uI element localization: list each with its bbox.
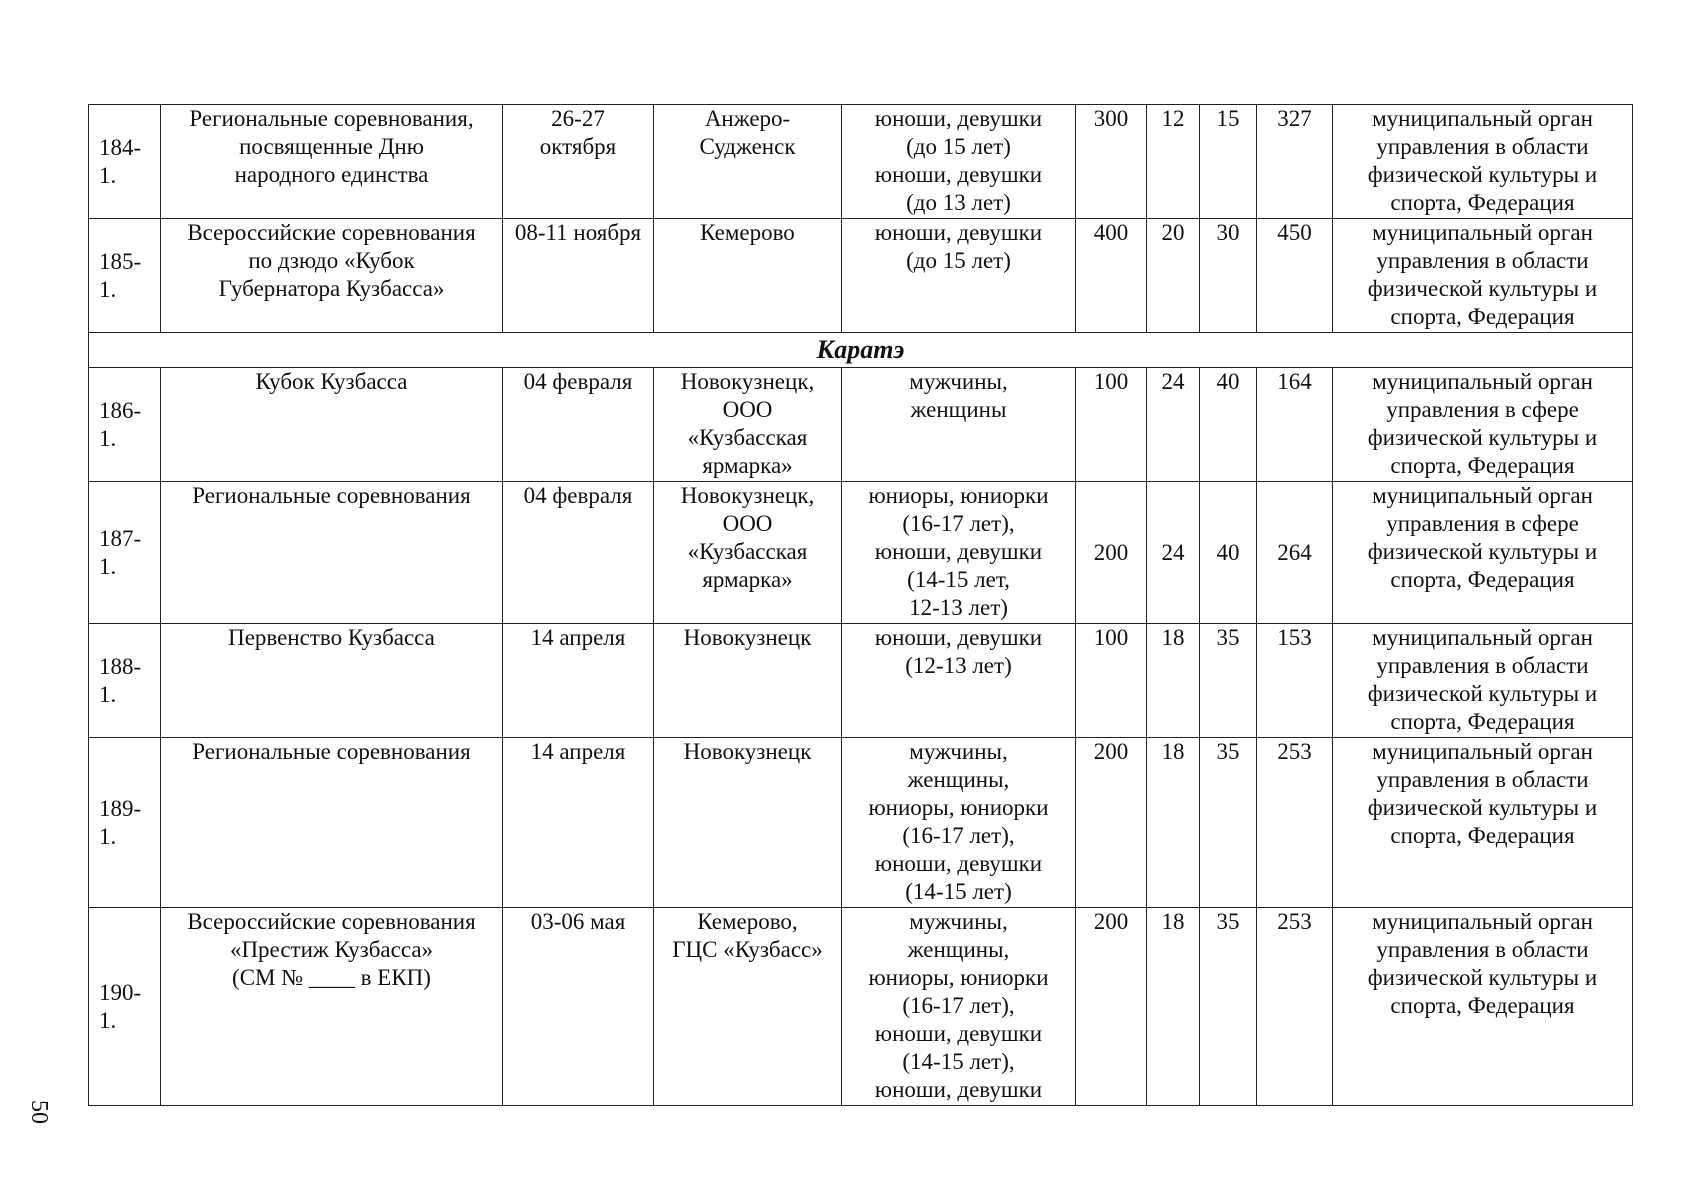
events-table (88, 104, 1633, 1106)
event-place: Новокузнецк (654, 738, 842, 908)
participants: юниоры, юниорки (16-17 лет), юноши, девушки (14-15 лет, 12-13 лет) (842, 482, 1076, 624)
count-coaches: 18 (1147, 738, 1200, 908)
count-total: 327 (1257, 105, 1333, 219)
table-row (89, 908, 1633, 1106)
count-coaches: 12 (1147, 105, 1200, 219)
participants: мужчины, женщины, юниоры, юниорки (16-17 лет), юноши, девушки (14-15 лет) (842, 738, 1076, 908)
event-name: Всероссийские соревнования «Престиж Кузбасса» (СМ № ____ в ЕКП) (161, 908, 503, 1106)
table-row (89, 368, 1633, 482)
event-place: Кемерово (654, 219, 842, 333)
row-number: 188-1. (89, 624, 161, 738)
table-row (89, 482, 1633, 624)
event-date: 08-11 ноября (503, 219, 654, 333)
event-date: 26-27 октября (503, 105, 654, 219)
organizer: муниципальный орган управления в области физической культуры и спорта, Федерация (1333, 738, 1633, 908)
event-name: Кубок Кузбасса (161, 368, 503, 482)
count-judges: 15 (1200, 105, 1257, 219)
row-number: 184-1. (89, 105, 161, 219)
participants: юноши, девушки (12-13 лет) (842, 624, 1076, 738)
count-athletes: 200 (1076, 482, 1147, 624)
event-date: 04 февраля (503, 482, 654, 624)
participants: мужчины, женщины, юниоры, юниорки (16-17 лет), юноши, девушки (14-15 лет), юноши, девушки (842, 908, 1076, 1106)
count-total: 264 (1257, 482, 1333, 624)
count-athletes: 400 (1076, 219, 1147, 333)
organizer: муниципальный орган управления в области физической культуры и спорта, Федерация (1333, 908, 1633, 1106)
table-row (89, 105, 1633, 219)
count-coaches: 18 (1147, 908, 1200, 1106)
count-judges: 40 (1200, 482, 1257, 624)
count-coaches: 24 (1147, 482, 1200, 624)
organizer: муниципальный орган управления в области физической культуры и спорта, Федерация (1333, 105, 1633, 219)
event-name: Региональные соревнования (161, 482, 503, 624)
count-judges: 40 (1200, 368, 1257, 482)
event-date: 03-06 мая (503, 908, 654, 1106)
count-athletes: 100 (1076, 624, 1147, 738)
organizer: муниципальный орган управления в сфере физической культуры и спорта, Федерация (1333, 482, 1633, 624)
count-athletes: 300 (1076, 105, 1147, 219)
count-total: 253 (1257, 908, 1333, 1106)
count-coaches: 24 (1147, 368, 1200, 482)
organizer: муниципальный орган управления в области физической культуры и спорта, Федерация (1333, 219, 1633, 333)
event-place: Новокузнецк, ООО «Кузбасская ярмарка» (654, 368, 842, 482)
organizer: муниципальный орган управления в сфере физической культуры и спорта, Федерация (1333, 368, 1633, 482)
event-name: Региональные соревнования (161, 738, 503, 908)
count-athletes: 200 (1076, 908, 1147, 1106)
participants: юноши, девушки (до 15 лет) юноши, девушки (до 13 лет) (842, 105, 1076, 219)
count-coaches: 18 (1147, 624, 1200, 738)
count-total: 450 (1257, 219, 1333, 333)
row-number: 186-1. (89, 368, 161, 482)
event-date: 04 февраля (503, 368, 654, 482)
table-row (89, 738, 1633, 908)
row-number: 185-1. (89, 219, 161, 333)
event-place: Кемерово, ГЦС «Кузбасс» (654, 908, 842, 1106)
row-number: 190-1. (89, 908, 161, 1106)
section-title: Каратэ (89, 333, 1633, 368)
row-number: 189-1. (89, 738, 161, 908)
section-row (89, 333, 1633, 368)
count-total: 253 (1257, 738, 1333, 908)
event-place: Новокузнецк, ООО «Кузбасская ярмарка» (654, 482, 842, 624)
count-athletes: 200 (1076, 738, 1147, 908)
count-athletes: 100 (1076, 368, 1147, 482)
count-coaches: 20 (1147, 219, 1200, 333)
table-row (89, 219, 1633, 333)
event-name: Региональные соревнования, посвященные Дню народного единства (161, 105, 503, 219)
count-total: 164 (1257, 368, 1333, 482)
count-judges: 30 (1200, 219, 1257, 333)
event-date: 14 апреля (503, 624, 654, 738)
event-date: 14 апреля (503, 738, 654, 908)
event-name: Всероссийские соревнования по дзюдо «Кубок Губернатора Кузбасса» (161, 219, 503, 333)
event-place: Анжеро- Судженск (654, 105, 842, 219)
participants: мужчины, женщины (842, 368, 1076, 482)
event-name: Первенство Кузбасса (161, 624, 503, 738)
count-judges: 35 (1200, 908, 1257, 1106)
organizer: муниципальный орган управления в области физической культуры и спорта, Федерация (1333, 624, 1633, 738)
count-judges: 35 (1200, 624, 1257, 738)
event-place: Новокузнецк (654, 624, 842, 738)
page-number: 50 (26, 1100, 52, 1124)
count-total: 153 (1257, 624, 1333, 738)
participants: юноши, девушки (до 15 лет) (842, 219, 1076, 333)
table-row (89, 624, 1633, 738)
count-judges: 35 (1200, 738, 1257, 908)
row-number: 187-1. (89, 482, 161, 624)
